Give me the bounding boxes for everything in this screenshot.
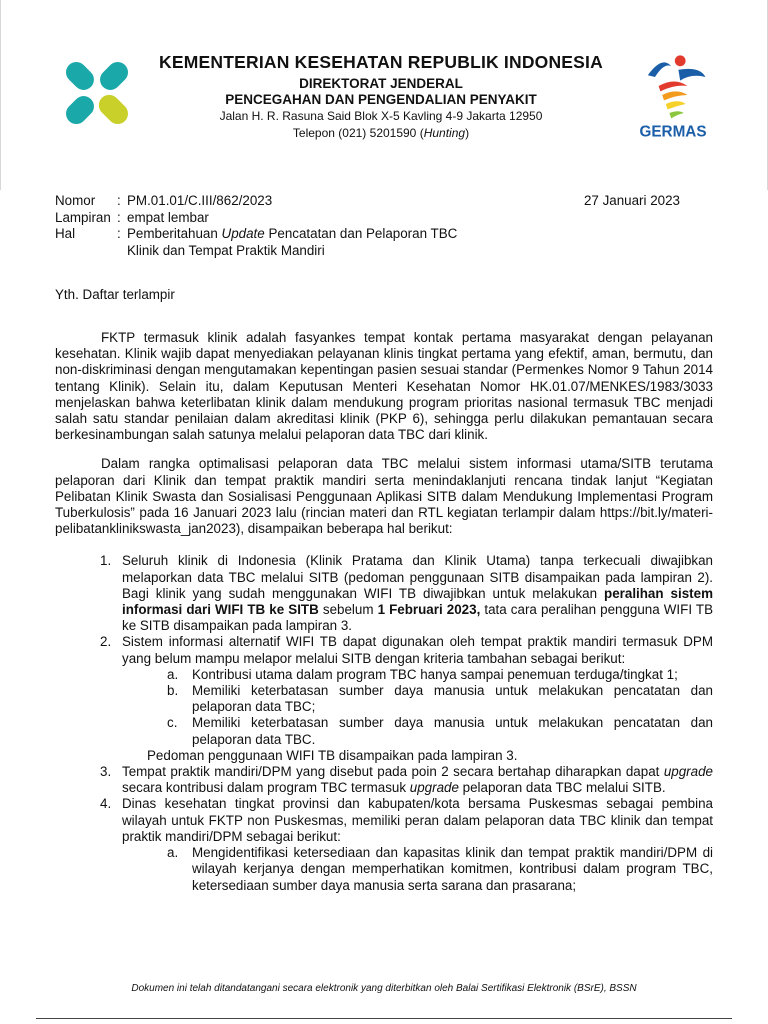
sub-item-4a	[122, 845, 713, 894]
paragraph-1: FKTP termasuk klinik adalah fasyankes tempat kontak pertama masyarakat dengan pelayanan kesehatan. Klinik wajib dapat menyediakan pelayanan klinis tingkat pertama yang efektif, aman, bermutu, dan non-diskriminasi dengan mengutamakan kepentingan pasien sesuai standar (Permenkes Nomor 9 Tahun 2014 tentang Klinik). Selain itu, dalam Keputusan Menteri Kesehatan Nomor HK.01.07/MENKES/1983/3033 menjelaskan bahwa keterlibatan klinik dalam mendukung program prioritas nasional termasuk TBC menjadi salah satu standar penilaian dalam akreditasi klinik (PKP 6), sehingga perlu dilakukan pemantauan secara berkesinambungan salah satunya melalui pelaporan data TBC dari klinik.	[55, 330, 713, 443]
e-signature-footer: Dokumen ini telah ditandatangani secara elektronik yang diterbitkan oleh Balai Sertifikasi Elektronik (BSrE), BSSN	[131, 983, 637, 994]
hal-post: Pencatatan dan Pelaporan TBC	[264, 226, 458, 241]
hal-row	[55, 226, 715, 259]
list-text	[122, 764, 713, 796]
list-text	[122, 634, 713, 764]
phone-hunting: Hunting	[423, 126, 466, 140]
sub-item-2b	[122, 683, 713, 715]
germas-logo-icon	[628, 50, 718, 140]
list-item-2	[55, 634, 713, 764]
list-item-4	[55, 796, 713, 893]
sub-item-2c	[122, 715, 713, 747]
hal-italic: Update	[221, 226, 265, 241]
item1-post: tata cara peralihan pengguna WIFI TB ke SITB disampaikan pada lampiran 3.	[122, 602, 714, 634]
item3-pre: Tempat praktik mandiri/DPM yang disebut pada poin 2 secara bertahap diharapkan dapat	[122, 764, 664, 780]
item3-post: pelaporan data TBC melalui SITB.	[458, 780, 666, 796]
item1-mid: sebelum	[318, 602, 378, 618]
hal-colon: :	[117, 226, 121, 241]
hal-value	[127, 226, 715, 259]
office-address: Jalan H. R. Rasuna Said Blok X-5 Kavling 4-9 Jakarta 12950	[219, 109, 543, 123]
directorate-name: DIREKTORAT JENDERAL	[299, 76, 463, 91]
kemenkes-logo-icon	[54, 50, 140, 136]
sub-number: c.	[167, 715, 178, 731]
sub-text: Memiliki keterbatasan sumber daya manusia untuk melakukan pencatatan dan pelaporan data TBC;	[192, 683, 713, 715]
item2-note: Pedoman penggunaan WIFI TB disampaikan pada lampiran 3.	[147, 747, 518, 763]
list-number: 1.	[100, 553, 112, 569]
office-phone	[148, 126, 614, 140]
nomor-value: PM.01.01/C.III/862/2023	[127, 193, 273, 208]
item2-text: Sistem informasi alternatif WIFI TB dapat digunakan oleh tempat praktik mandiri termasuk DPM yang belum mampu melapor melalui SITB dengan kriteria tambahan sebagai berikut:	[122, 634, 713, 666]
item1-pre: Seluruh klinik di Indonesia (Klinik Pratama dan Klinik Utama) tanpa terkecuali diwajibkan melaporkan data TBC melalui SITB (pedoman penggunaan SITB disampaikan pada lampiran 2). Bagi klinik yang sudah menggunakan WIFI TB diwajibkan untuk melakukan	[122, 553, 713, 601]
phone-suffix: )	[465, 126, 470, 140]
division-name: PENCEGAHAN DAN PENGENDALIAN PENYAKIT	[225, 92, 537, 107]
page-edge-left	[0, 0, 1, 190]
letter-body	[55, 330, 713, 894]
nomor-label: Nomor	[55, 193, 96, 208]
hal-pre: Pemberitahuan	[127, 226, 222, 241]
ministry-name: KEMENTERIAN KESEHATAN REPUBLIK INDONESIA	[159, 52, 603, 72]
hal-label: Hal	[55, 226, 76, 241]
list-text	[122, 553, 713, 634]
list-number: 3.	[100, 764, 112, 780]
sub-number: a.	[167, 666, 179, 682]
item3-mid: secara kontribusi dalam program TBC termasuk	[122, 780, 410, 796]
lampiran-row	[55, 210, 715, 227]
list-item-1	[55, 553, 713, 634]
list-text	[122, 796, 713, 893]
list-item-3	[55, 764, 713, 796]
sub-item-2a	[122, 667, 713, 683]
sub-text: Memiliki keterbatasan sumber daya manusia untuk melakukan pencatatan dan pelaporan data TBC.	[192, 715, 713, 747]
lampiran-value: empat lembar	[127, 209, 209, 225]
letter-date: 27 Januari 2023	[583, 193, 680, 208]
list-number: 4.	[100, 796, 112, 812]
item3-italic1: upgrade	[663, 764, 713, 780]
hal-line2: Klinik dan Tempat Praktik Mandiri	[127, 242, 325, 258]
letter-meta	[55, 193, 715, 259]
salutation: Yth. Daftar terlampir	[55, 287, 175, 302]
item1-bold1: peralihan sistem informasi dari WIFI TB ke SITB	[122, 585, 713, 618]
item4-text: Dinas kesehatan tingkat provinsi dan kabupaten/kota bersama Puskesmas sebagai pembina wilayah untuk FKTP non Puskesmas, memiliki peran dalam pelaporan data TBC klinik dan tempat praktik mandiri/DPM sebagai berikut:	[122, 796, 713, 844]
list-number: 2.	[100, 634, 112, 650]
sub-text: Mengidentifikasi ketersediaan dan kapasitas klinik dan tempat praktik mandiri/DPM di wilayah kerjanya dengan memperhatikan komitmen, kontribusi dalam program TBC, ketersediaan sumber daya manusia serta sarana dan prasarana;	[192, 845, 713, 893]
bottom-rule	[36, 1018, 732, 1019]
sub-number: b.	[167, 683, 179, 699]
letterhead	[148, 52, 614, 140]
sub-text: Kontribusi utama dalam program TBC hanya sampai penemuan terduga/tingkat 1;	[192, 666, 678, 682]
item3-italic2: upgrade	[409, 780, 459, 796]
nomor-colon: :	[117, 193, 121, 208]
sub-number: a.	[167, 845, 179, 861]
item1-bold2: 1 Februari 2023,	[377, 602, 481, 618]
lampiran-label: Lampiran	[55, 209, 111, 225]
paragraph-2: Dalam rangka optimalisasi pelaporan data TBC melalui sistem informasi utama/SITB terutama pelaporan dari Klinik dan tempat praktik mandiri serta menindaklanjuti rencana tindak lanjut “Kegiatan Pelibatan Klinik Swasta dan Sosialisasi Penggunaan Aplikasi SITB dalam Mendukung Implementasi Program Tuberkulosis” pada 16 Januari 2023 lalu (rincian materi dan RTL kegiatan terlampir dalam https://bit.ly/materi-pelibatanklinikswasta_jan2023), disampaikan beberapa hal berikut:	[55, 456, 713, 537]
germas-wordmark: GERMAS	[639, 123, 707, 140]
lampiran-colon: :	[117, 209, 121, 225]
phone-prefix: Telepon (021) 5201590 (	[292, 126, 424, 140]
